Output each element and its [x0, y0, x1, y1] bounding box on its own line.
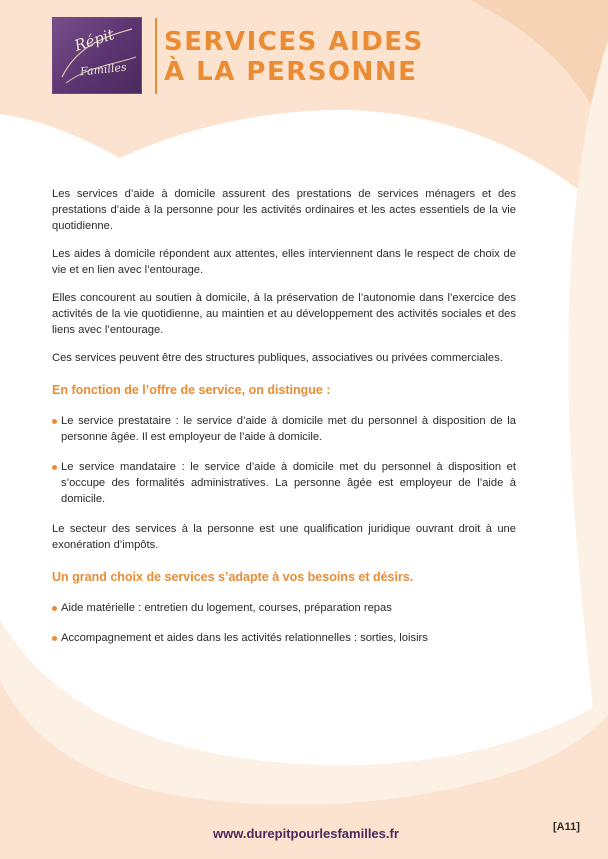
intro-paragraph-3: Elles concourent au soutien à domicile, à la préservation de l’autonomie dans l’exercice des activités de la vie quotidienne, au maintien et au développement des activités sociales et des liens avec l’entourage. — [52, 292, 516, 336]
list-item-text: Accompagnement et aides dans les activités relationnelles : sorties, loisirs — [61, 632, 428, 644]
list-item-text: Le service mandataire : le service d’aide à domicile met du personnel à disposition et s’occupe des formalités administratives. La personne âgée est employeur de l’aide à domicile. — [61, 461, 516, 505]
list-item-text: Aide matérielle : entretien du logement, courses, préparation repas — [61, 602, 392, 614]
header-divider — [155, 18, 157, 94]
footer-website-link[interactable]: www.durepitpourlesfamilles.fr — [213, 826, 399, 841]
services-choice-list — [52, 600, 516, 646]
bullet-icon — [52, 606, 57, 611]
list-item — [52, 459, 516, 507]
intro-paragraph-4: Ces services peuvent être des structures publiques, associatives ou privées commerciales. — [52, 352, 503, 364]
page-title-line-1: SERVICES AIDES — [164, 27, 424, 57]
logo-text-familles: Familles — [79, 60, 128, 79]
list-item — [52, 413, 516, 445]
list-item — [52, 630, 516, 646]
main-content — [52, 186, 516, 660]
intro-paragraph-2: Les aides à domicile répondent aux attentes, elles interviennent dans le respect de choix de vie et en lien avec l’entourage. — [52, 248, 516, 276]
intro-paragraph-1: Les services d’aide à domicile assurent des prestations de services ménagers et des prestations d’aide à la personne pour les activités ordinaires et les actes essentiels de la vie quotidienne. — [52, 188, 516, 232]
tax-note-paragraph: Le secteur des services à la personne est une qualification juridique ouvrant droit à une exonération d’impôts. — [52, 523, 516, 551]
page-number: [A11] — [553, 821, 580, 833]
service-types-list — [52, 413, 516, 507]
bullet-icon — [52, 465, 57, 470]
list-item-text: Le service prestataire : le service d’aide à domicile met du personnel à disposition de la personne âgée. Il est employeur de l’aide à domicile. — [61, 415, 516, 443]
repit-familles-logo — [52, 17, 142, 94]
page-title-line-2: À LA PERSONNE — [164, 57, 418, 87]
section-heading-choix: Un grand choix de services s’adapte à vos besoins et désirs. — [52, 570, 414, 584]
bullet-icon — [52, 419, 57, 424]
section-heading-offre: En fonction de l’offre de service, on distingue : — [52, 383, 331, 397]
logo-text-repit: Répit — [72, 25, 117, 55]
page-title — [164, 27, 424, 87]
list-item — [52, 600, 516, 616]
bullet-icon — [52, 636, 57, 641]
